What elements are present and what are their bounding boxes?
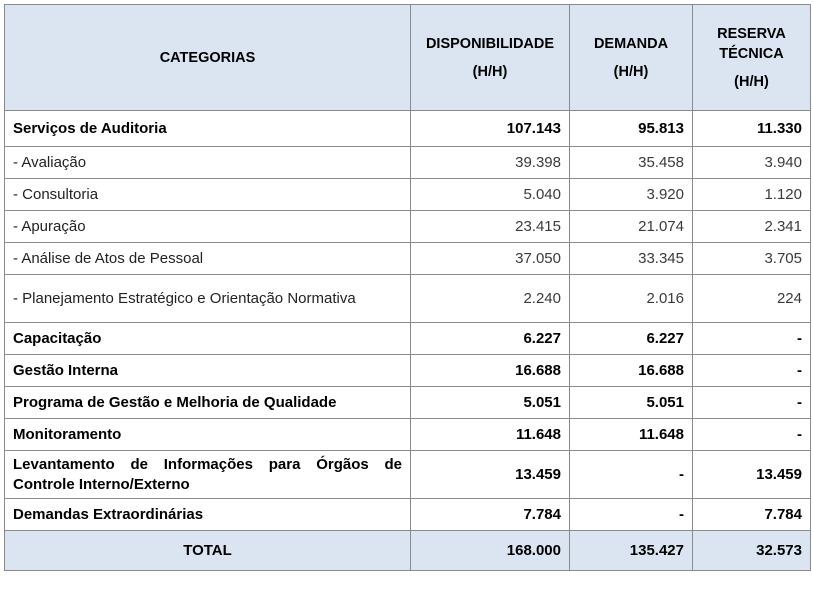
header-reserva-unit: (H/H) [734,73,769,90]
table-row [5,323,811,355]
row-categoria: Demandas Extraordinárias [5,499,411,531]
table-row [5,111,811,147]
row-demanda: 95.813 [570,111,693,147]
total-demanda: 135.427 [570,531,693,571]
table-row [5,179,811,211]
row-categoria: Gestão Interna [5,355,411,387]
row-disponibilidade: 16.688 [411,355,570,387]
row-demanda: - [570,499,693,531]
row-reserva: 1.120 [693,179,811,211]
table-row [5,419,811,451]
row-disponibilidade: 2.240 [411,275,570,323]
header-disponibilidade: DISPONIBILIDADE (H/H) [411,5,570,111]
header-row [5,5,811,111]
table-row [5,355,811,387]
header-categorias: CATEGORIAS [5,5,411,111]
row-reserva: 11.330 [693,111,811,147]
row-reserva: 13.459 [693,451,811,499]
row-disponibilidade: 6.227 [411,323,570,355]
row-disponibilidade: 5.040 [411,179,570,211]
header-reserva-tecnica: RESERVA TÉCNICA (H/H) [693,5,811,111]
row-demanda: 16.688 [570,355,693,387]
row-demanda: 21.074 [570,211,693,243]
row-disponibilidade: 39.398 [411,147,570,179]
row-disponibilidade: 37.050 [411,243,570,275]
row-categoria: Programa de Gestão e Melhoria de Qualidade [5,387,411,419]
row-demanda: 11.648 [570,419,693,451]
row-categoria: - Consultoria [5,179,411,211]
row-reserva: 224 [693,275,811,323]
row-reserva: - [693,323,811,355]
row-categoria: - Planejamento Estratégico e Orientação Normativa [5,275,411,323]
row-disponibilidade: 7.784 [411,499,570,531]
table-row [5,275,811,323]
row-categoria: Capacitação [5,323,411,355]
total-label: TOTAL [5,531,411,571]
table-row [5,387,811,419]
header-demanda-unit: (H/H) [613,63,649,80]
row-demanda: 6.227 [570,323,693,355]
row-demanda: 3.920 [570,179,693,211]
row-reserva: - [693,355,811,387]
hours-allocation-table [4,4,811,571]
header-disponibilidade-unit: (H/H) [472,63,508,80]
row-disponibilidade: 13.459 [411,451,570,499]
table-row [5,147,811,179]
row-demanda: 2.016 [570,275,693,323]
total-disponibilidade: 168.000 [411,531,570,571]
row-categoria: - Análise de Atos de Pessoal [5,243,411,275]
row-reserva: - [693,387,811,419]
row-reserva: 3.705 [693,243,811,275]
row-reserva: 2.341 [693,211,811,243]
row-disponibilidade: 107.143 [411,111,570,147]
table-row [5,211,811,243]
row-demanda: 5.051 [570,387,693,419]
row-categoria: - Apuração [5,211,411,243]
row-disponibilidade: 11.648 [411,419,570,451]
row-demanda: - [570,451,693,499]
row-reserva: - [693,419,811,451]
row-categoria: Monitoramento [5,419,411,451]
row-categoria: - Avaliação [5,147,411,179]
header-demanda: DEMANDA (H/H) [570,5,693,111]
table-row [5,451,811,499]
row-demanda: 33.345 [570,243,693,275]
total-reserva: 32.573 [693,531,811,571]
total-row [5,531,811,571]
row-disponibilidade: 5.051 [411,387,570,419]
table-row [5,243,811,275]
row-demanda: 35.458 [570,147,693,179]
table-row [5,499,811,531]
row-disponibilidade: 23.415 [411,211,570,243]
row-reserva: 7.784 [693,499,811,531]
row-reserva: 3.940 [693,147,811,179]
row-categoria: Serviços de Auditoria [5,111,411,147]
row-categoria: Levantamento de Informações para Órgãos de Controle Interno/Externo [5,451,411,499]
